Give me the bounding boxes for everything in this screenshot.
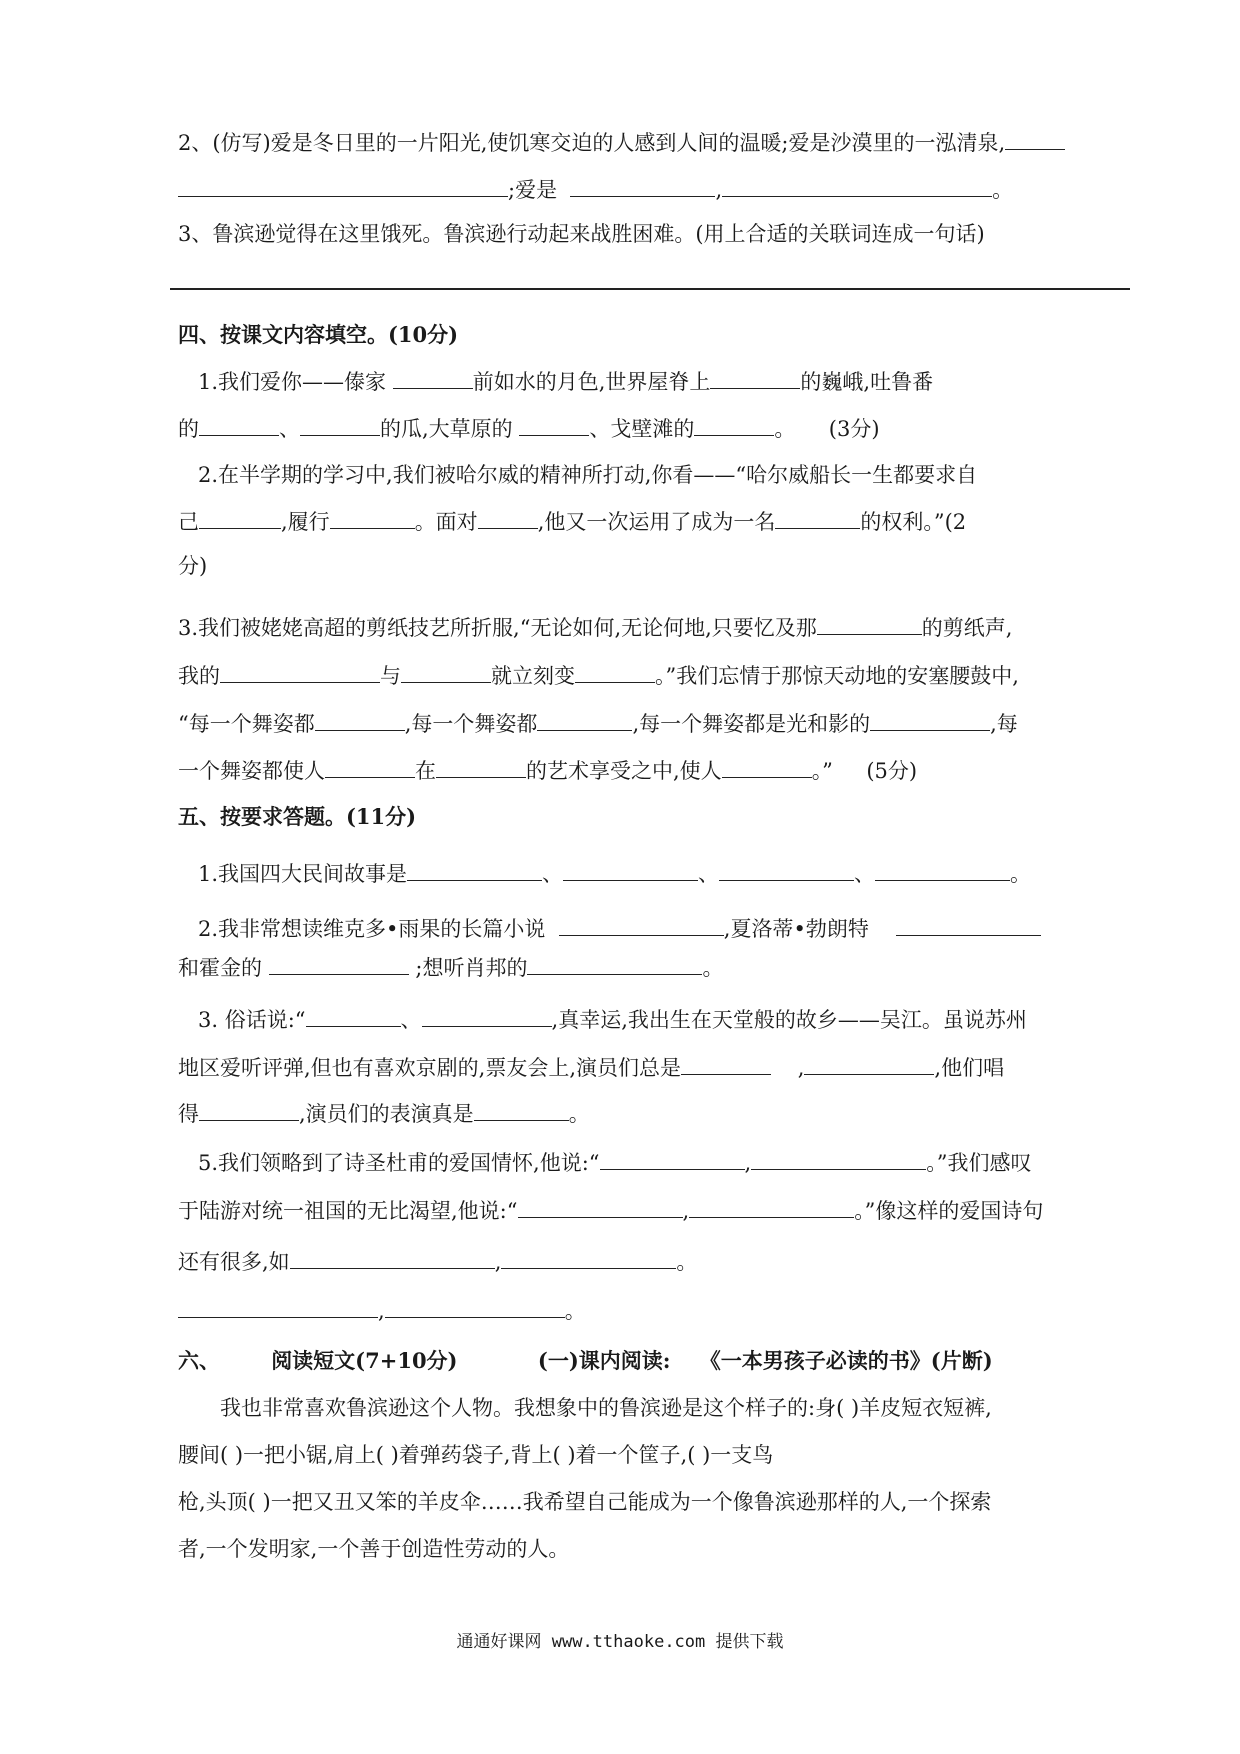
answer-blank[interactable]	[775, 506, 860, 529]
question-text: ;想听肖邦的	[415, 956, 528, 980]
question-text: 2、(仿写)爱是冬日里的一片阳光,使饥寒交迫的人感到人间的温暖;爱是沙漠里的一泓清泉,	[178, 131, 1006, 155]
s5-q5-line4	[178, 1295, 1138, 1326]
answer-blank[interactable]	[199, 1098, 299, 1121]
question-text: ,夏洛蒂•勃朗特	[723, 917, 869, 941]
answer-blank[interactable]	[870, 708, 990, 731]
question-text: ,	[744, 1151, 752, 1175]
answer-blank[interactable]	[600, 1147, 745, 1170]
question-text: 5.我们领略到了诗圣杜甫的爱国情怀,他说:“	[198, 1151, 600, 1175]
question-text: 。	[676, 1250, 698, 1274]
s4-q3-line4	[178, 755, 1138, 786]
section-title: 阅读短文(7+10分)	[271, 1348, 458, 1373]
question-text: 1.我国四大民间故事是	[198, 862, 408, 886]
page-footer: 通通好课网 www.tthaoke.com 提供下载	[456, 1632, 784, 1652]
s5-q5-line3	[178, 1246, 1138, 1277]
passage-line: 我也非常喜欢鲁滨逊这个人物。我想象中的鲁滨逊是这个样子的:身( )羊皮短衣短裤,	[220, 1396, 992, 1420]
answer-blank[interactable]	[407, 858, 542, 881]
question-text: 的	[178, 417, 199, 441]
s4-q3-line2	[178, 660, 1138, 691]
answer-blank[interactable]	[689, 1195, 854, 1218]
answer-blank[interactable]	[478, 506, 538, 529]
s4-q3-line3	[178, 708, 1138, 739]
subsection-label: (一)课内阅读:	[537, 1348, 671, 1373]
question-text: 1.我们爱你——傣家	[198, 370, 387, 394]
question-text: 。面对	[414, 510, 478, 534]
s4-q1-line1	[198, 366, 1158, 397]
answer-blank[interactable]	[1005, 127, 1065, 150]
answer-blank[interactable]	[694, 413, 774, 436]
score-label: (3分)	[828, 417, 880, 441]
question-text: ,	[378, 1299, 385, 1323]
answer-blank[interactable]	[519, 413, 589, 436]
answer-blank[interactable]	[199, 413, 279, 436]
answer-blank[interactable]	[563, 858, 698, 881]
question-text: 我的	[178, 664, 220, 688]
question-text: ,	[682, 1199, 690, 1223]
s5-q2-line1	[198, 905, 1158, 944]
answer-blank[interactable]	[325, 755, 415, 778]
question-text: 。”像这样的爱国诗句	[854, 1199, 1044, 1223]
s4-q2-line2	[178, 506, 1138, 537]
section-4-heading: 四、按课文内容填空。(10分)	[178, 322, 459, 347]
answer-blank[interactable]	[527, 952, 702, 975]
s3-q2-line2	[178, 174, 1138, 205]
answer-blank[interactable]	[199, 506, 281, 529]
passage-line: 者,一个发明家,一个善于创造性劳动的人。	[178, 1537, 570, 1561]
question-text: 的权利。”(2	[860, 510, 967, 534]
question-text: 的瓜,大草原的	[380, 417, 513, 441]
question-text: 、	[698, 862, 720, 886]
answer-blank[interactable]	[315, 708, 405, 731]
s3-q3: 3、鲁滨逊觉得在这里饿死。鲁滨逊行动起来战胜困难。(用上合适的关联词连成一句话)	[178, 222, 985, 246]
question-text: ,每	[990, 712, 1018, 736]
passage-line: 枪,头顶( )一把又丑又笨的羊皮伞……我希望自己能成为一个像鲁滨逊那样的人,一个探索	[178, 1490, 992, 1514]
question-text: ,每一个舞姿都是光和影的	[632, 712, 871, 736]
question-text: ,他们唱	[934, 1056, 1005, 1080]
s3-q2-line1	[178, 127, 1138, 158]
question-text: 2.我非常想读维克多•雨果的长篇小说	[198, 917, 546, 941]
question-text: 。	[702, 956, 724, 980]
answer-blank[interactable]	[290, 1246, 495, 1269]
answer-blank[interactable]	[178, 174, 508, 197]
question-text: ,他又一次运用了成为一名	[537, 510, 776, 534]
s5-q1	[198, 858, 1158, 889]
answer-blank[interactable]	[436, 755, 526, 778]
question-text: “每一个舞姿都	[178, 712, 315, 736]
question-text: 的艺术享受之中,使人	[526, 759, 722, 783]
question-text: ,真幸运,我出生在天堂般的故乡——吴江。虽说苏州	[551, 1008, 1027, 1032]
section-6-heading	[178, 1346, 1138, 1376]
answer-blank[interactable]	[518, 1195, 683, 1218]
question-text: ,	[715, 178, 723, 202]
section-5-heading: 五、按要求答题。(11分)	[178, 804, 417, 829]
question-text: ,每一个舞姿都	[404, 712, 538, 736]
s5-q2-line2	[178, 952, 1138, 983]
s5-q3-line3	[178, 1098, 1138, 1129]
answer-blank[interactable]	[804, 1052, 934, 1075]
answer-blank[interactable]	[681, 1052, 771, 1075]
answer-blank[interactable]	[710, 366, 800, 389]
answer-blank[interactable]	[722, 755, 812, 778]
question-text: 。	[774, 417, 796, 441]
s4-q1-line2	[178, 413, 1138, 444]
answer-blank[interactable]	[306, 1004, 401, 1027]
s5-q5-line1	[198, 1147, 1158, 1178]
answer-blank[interactable]	[393, 366, 473, 389]
answer-blank[interactable]	[422, 1004, 552, 1027]
question-text: 。	[992, 178, 1014, 202]
answer-blank[interactable]	[719, 858, 854, 881]
question-text: 。	[568, 1102, 590, 1126]
question-text: 地区爱听评弹,但也有喜欢京剧的,票友会上,演员们总是	[178, 1056, 682, 1080]
question-text: 、	[542, 862, 564, 886]
question-text: 。”我们忘情于那惊天动地的安塞腰鼓中,	[655, 664, 1019, 688]
question-text: ,	[494, 1250, 502, 1274]
section-number: 六、	[178, 1348, 220, 1373]
answer-blank[interactable]	[537, 708, 632, 731]
answer-blank[interactable]	[269, 952, 409, 975]
s4-q2-line1: 2.在半学期的学习中,我们被哈尔威的精神所打动,你看——“哈尔威船长一生都要求自	[198, 463, 978, 487]
question-text: 前如水的月色,世界屋脊上	[472, 370, 711, 394]
answer-blank[interactable]	[385, 1295, 565, 1318]
answer-blank[interactable]	[575, 660, 655, 683]
answer-blank[interactable]	[817, 612, 922, 635]
answer-blank[interactable]	[896, 905, 1041, 936]
question-text: 。”	[811, 759, 833, 783]
question-text: 、	[854, 862, 876, 886]
question-text: 的巍峨,吐鲁番	[800, 370, 934, 394]
answer-blank[interactable]	[501, 1246, 676, 1269]
question-text: 与	[380, 664, 401, 688]
answer-line[interactable]	[170, 288, 1130, 290]
s4-q2-line3: 分)	[178, 554, 208, 578]
question-text: 一个舞姿都使人	[178, 759, 325, 783]
question-text: 得	[178, 1102, 199, 1126]
question-text: 、戈壁滩的	[589, 417, 695, 441]
answer-blank[interactable]	[220, 660, 380, 683]
passage-line: 腰间( )一把小锯,肩上( )着弹药袋子,背上( )着一个筐子,( )一支鸟	[178, 1443, 774, 1467]
question-text: 还有很多,如	[178, 1250, 290, 1274]
score-label: (5分)	[866, 759, 918, 783]
question-text: 己	[178, 510, 199, 534]
question-text: 、	[279, 417, 300, 441]
answer-blank[interactable]	[474, 1098, 569, 1121]
question-text: 3. 俗话说:“	[198, 1008, 306, 1032]
question-text: 。	[564, 1299, 586, 1323]
question-text: ,	[797, 1056, 805, 1080]
answer-blank[interactable]	[178, 1295, 378, 1318]
passage-title: 《一本男孩子必读的书》(片断)	[699, 1348, 993, 1373]
question-text: 3.我们被姥姥高超的剪纸技艺所折服,“无论如何,无论何地,只要忆及那	[178, 616, 817, 640]
answer-blank[interactable]	[330, 506, 415, 529]
question-text: 。”我们感叹	[926, 1151, 1032, 1175]
question-text: 的剪纸声,	[921, 616, 1013, 640]
answer-blank[interactable]	[401, 660, 491, 683]
s5-q3-line2	[178, 1052, 1138, 1083]
s5-q3-line1	[198, 1004, 1158, 1035]
question-text: ,演员们的表演真是	[299, 1102, 474, 1126]
question-text: ;爱是	[508, 178, 558, 202]
s5-q5-line2	[178, 1195, 1138, 1226]
answer-blank[interactable]	[570, 174, 715, 197]
question-text: 就立刻变	[491, 664, 575, 688]
answer-blank[interactable]	[751, 1147, 926, 1170]
question-text: 和霍金的	[178, 956, 262, 980]
answer-blank[interactable]	[722, 174, 992, 197]
question-text: 。	[1010, 862, 1032, 886]
answer-blank[interactable]	[875, 858, 1010, 881]
question-text: 于陆游对统一祖国的无比渴望,他说:“	[178, 1199, 518, 1223]
answer-blank[interactable]	[300, 413, 380, 436]
question-text: ,履行	[281, 510, 330, 534]
question-text: 在	[415, 759, 436, 783]
s4-q3-line1	[178, 612, 1138, 643]
answer-blank[interactable]	[559, 913, 724, 936]
question-text: 、	[400, 1008, 422, 1032]
